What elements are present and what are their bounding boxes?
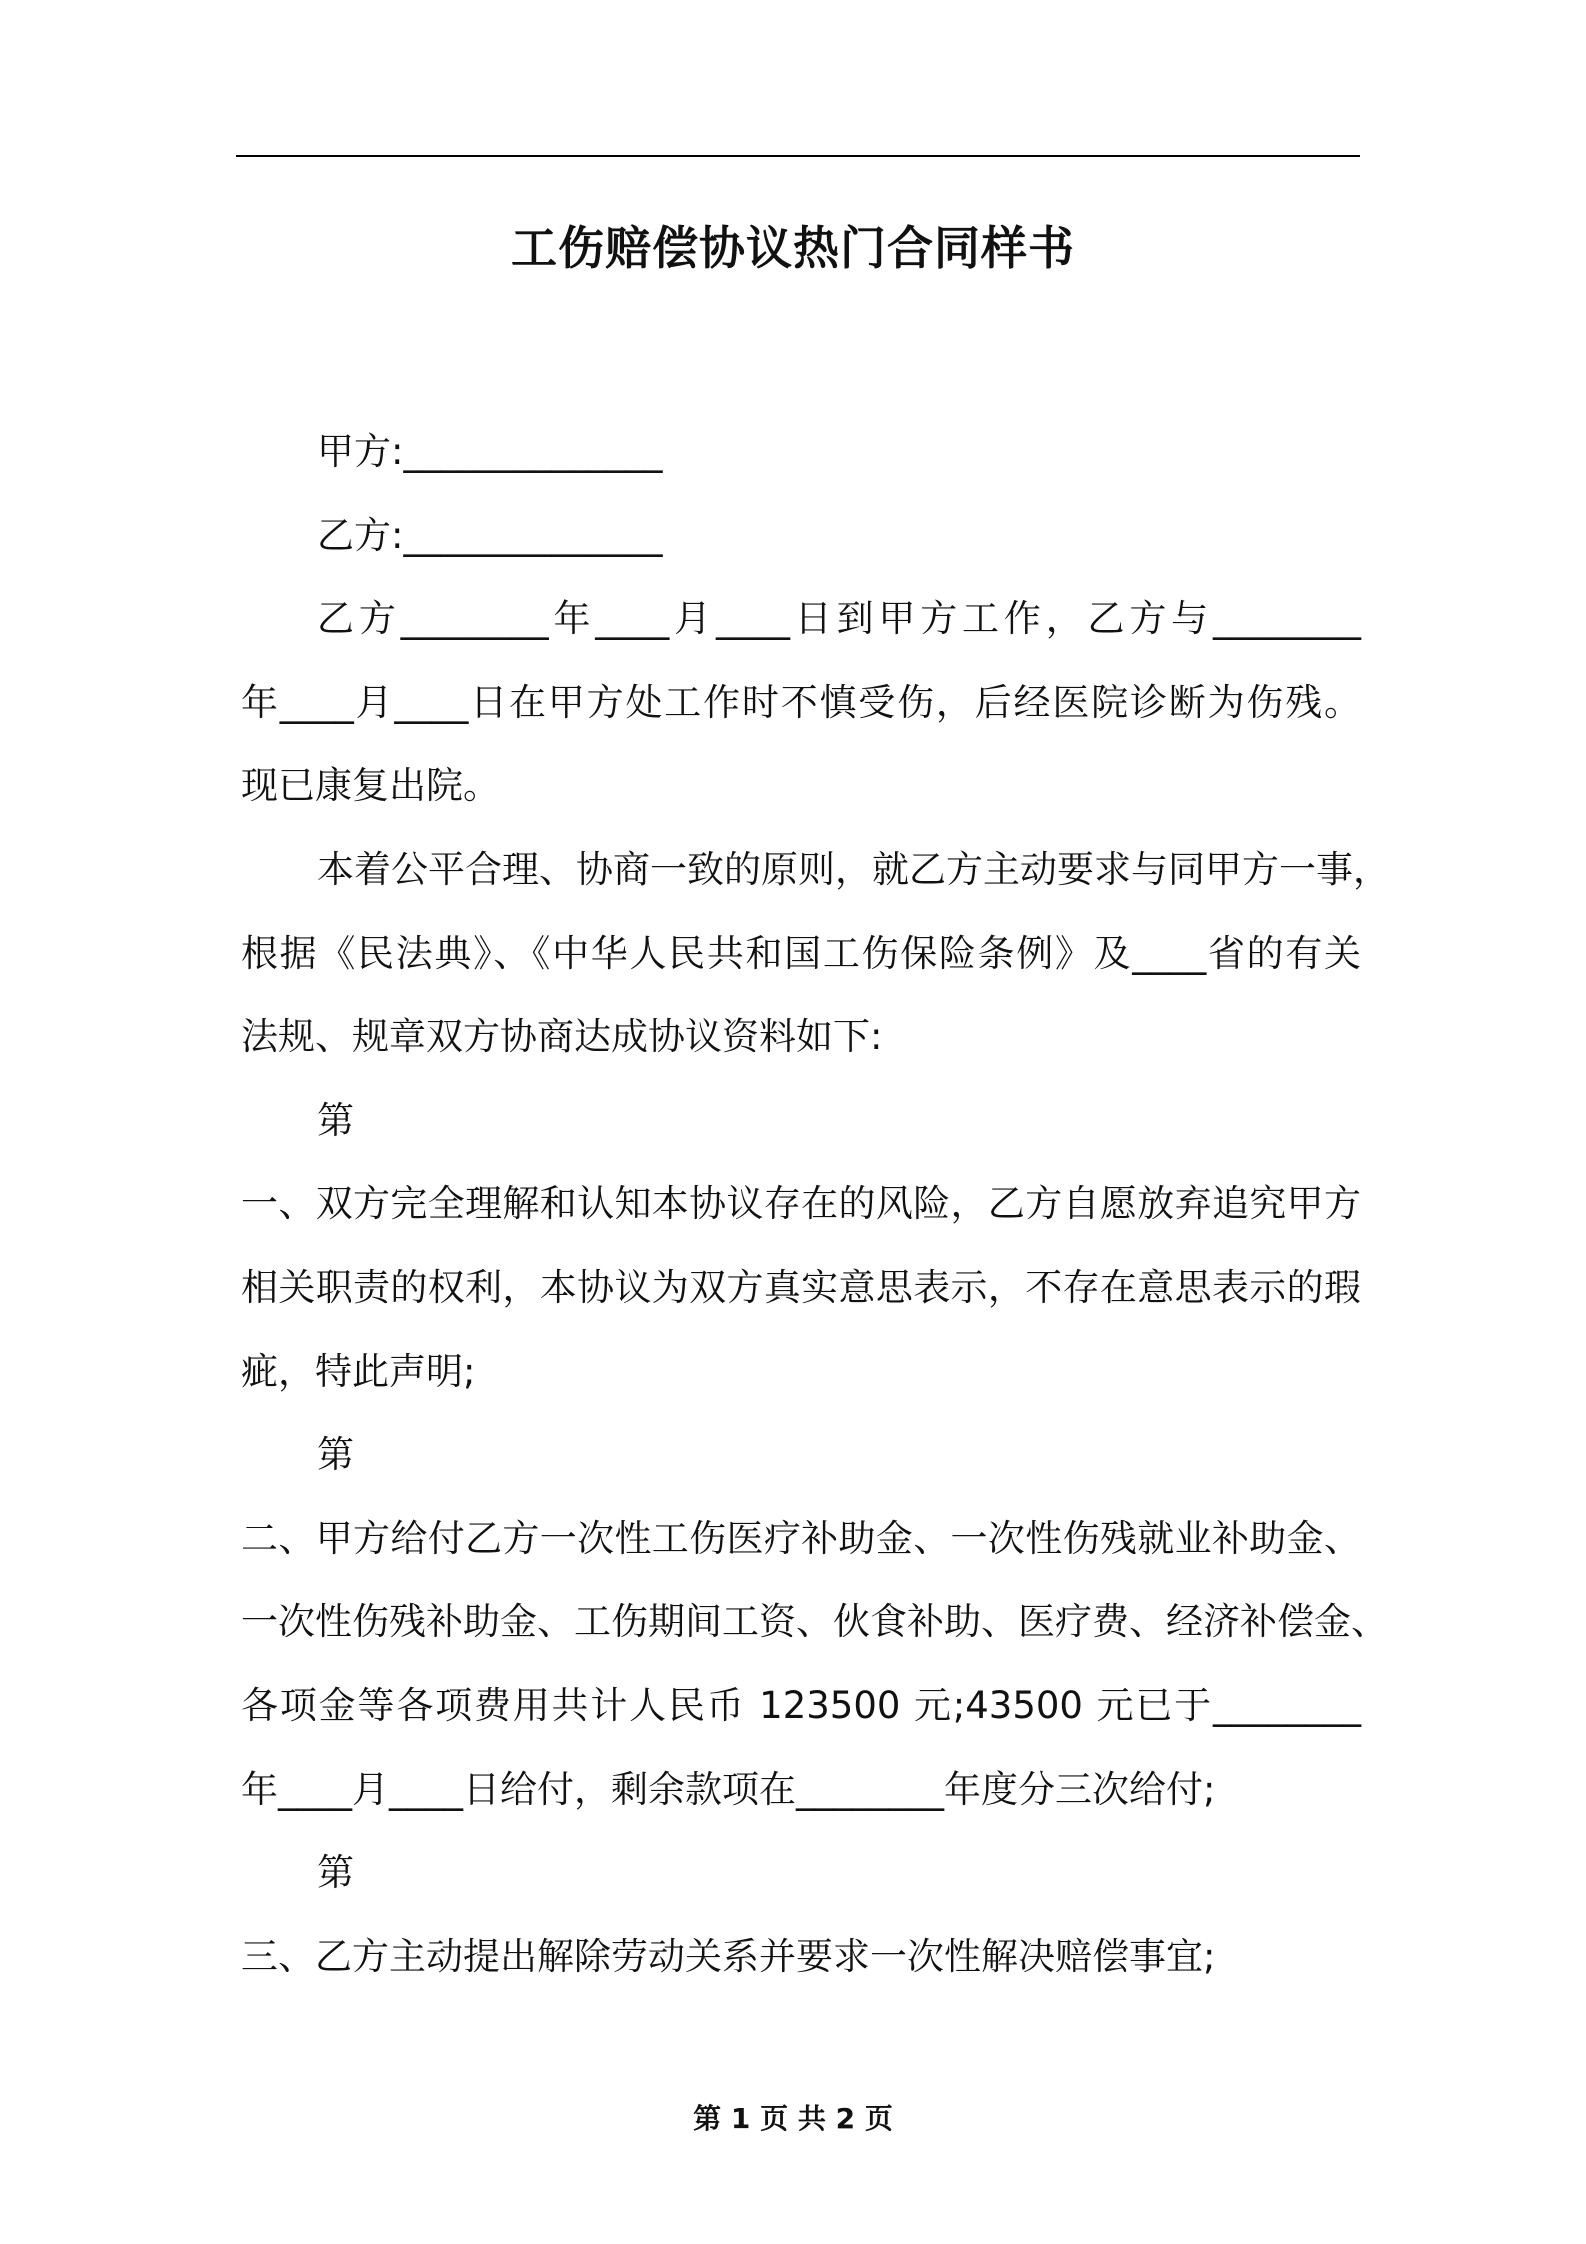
body-line: 疵，特此声明; bbox=[241, 1349, 476, 1393]
body-line: 三、乙方主动提出解除劳动关系并要求一次性解决赔偿事宜; bbox=[241, 1934, 1216, 1978]
document-body bbox=[241, 410, 1390, 1998]
body-line: 第 bbox=[317, 1433, 354, 1477]
body-line: 本着公平合理、协商一致的原则，就乙方主动要求与同甲方一事， bbox=[317, 847, 1390, 891]
body-line: 二、甲方给付乙方一次性工伤医疗补助金、一次性伤残就业补助金、 bbox=[241, 1516, 1361, 1560]
body-line: 乙方________年____月____日到甲方工作，乙方与________ bbox=[317, 597, 1361, 641]
body-line: 各项金等各项费用共计人民币 123500 元;43500 元已于________ bbox=[241, 1683, 1361, 1727]
body-line: 现已康复出院。 bbox=[241, 764, 500, 808]
body-line: 法规、规章双方协商达成协议资料如下: bbox=[241, 1015, 883, 1059]
body-line: 一次性伤残补助金、工伤期间工资、伙食补助、医疗费、经济补偿金、 bbox=[241, 1600, 1388, 1644]
body-line: 年____月____日给付，剩余款项在________年度分三次给付; bbox=[241, 1767, 1216, 1811]
page-number: 第 1 页 共 2 页 bbox=[693, 2102, 893, 2135]
body-line: 根据《民法典》、《中华人民共和国工伤保险条例》及____省的有关 bbox=[241, 931, 1361, 975]
body-line: 年____月____日在甲方处工作时不慎受伤，后经医院诊断为伤残。 bbox=[241, 680, 1361, 724]
body-line: 第 bbox=[317, 1851, 354, 1895]
body-line: 相关职责的权利，本协议为双方真实意思表示，不存在意思表示的瑕 bbox=[241, 1265, 1361, 1309]
body-line: 一、双方完全理解和认知本协议存在的风险，乙方自愿放弃追究甲方 bbox=[241, 1182, 1361, 1226]
header-rule bbox=[236, 155, 1360, 157]
body-line: 第 bbox=[317, 1098, 354, 1142]
body-line: 甲方:______________ bbox=[317, 430, 663, 473]
body-line: 乙方:______________ bbox=[317, 513, 663, 557]
document-title: 工伤赔偿协议热门合同样书 bbox=[511, 221, 1075, 275]
